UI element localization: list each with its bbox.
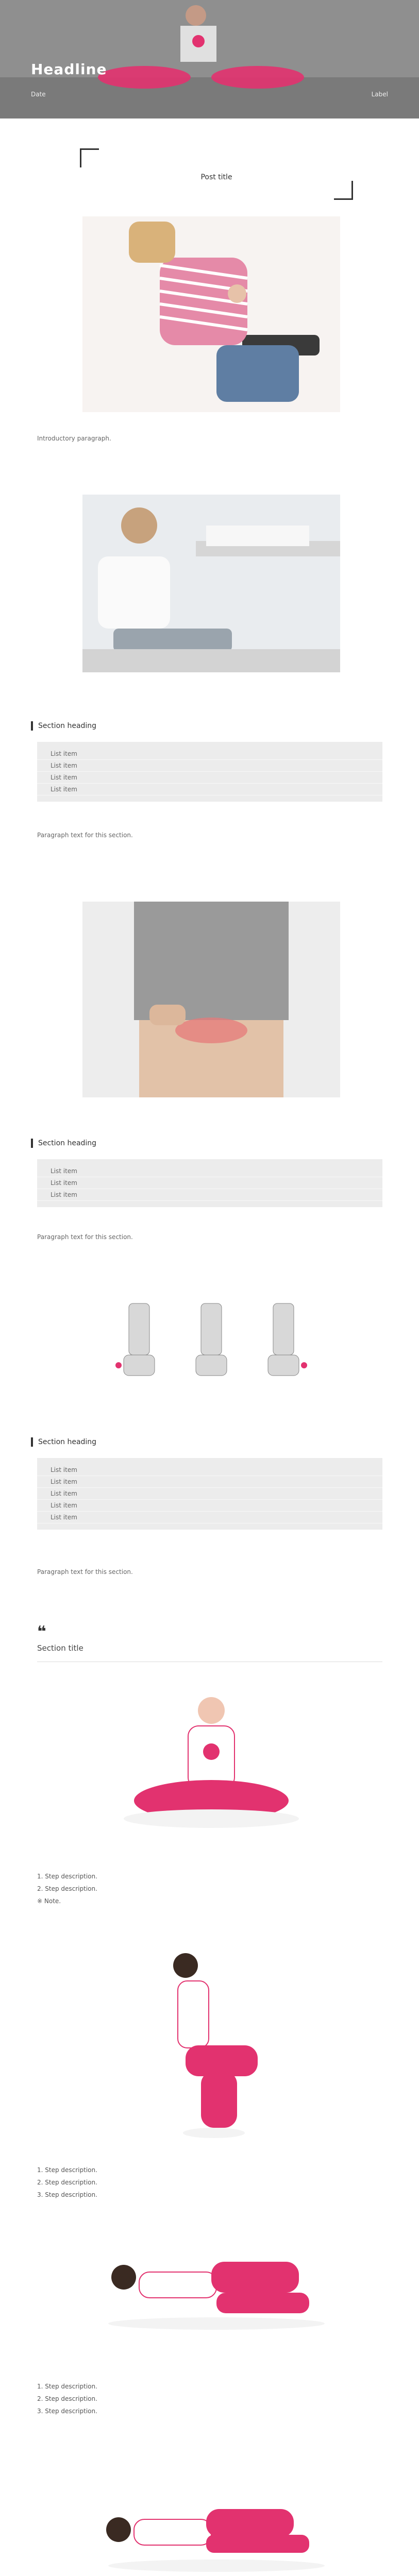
pelvis-alignment-diagram	[82, 1293, 340, 1391]
stretch-illustration-1	[82, 1690, 340, 1850]
list-item: List item	[37, 1177, 382, 1189]
quote-mark: ❝	[37, 1623, 46, 1641]
stretch-steps-1	[37, 1870, 382, 1907]
symptoms-list	[37, 1159, 382, 1207]
stretching-title: Section title	[37, 1643, 83, 1653]
list-item: List item	[37, 772, 382, 784]
post-title: Post title	[200, 173, 232, 181]
stretch-steps-3	[37, 2380, 382, 2417]
list-item: List item	[37, 1512, 382, 1523]
stretch-steps-2	[37, 2164, 382, 2201]
section-heading-symptoms: Section heading	[31, 1139, 96, 1148]
post-date: Date	[31, 91, 46, 98]
section-heading-self-check: Section heading	[31, 1437, 96, 1447]
step-text: 1. Step description.	[37, 2383, 97, 2390]
section-heading-cause: Section heading	[31, 721, 96, 731]
step-text: ※ Note.	[37, 1897, 61, 1905]
list-item: List item	[37, 760, 382, 772]
list-item: List item	[37, 1500, 382, 1512]
step-text: 2. Step description.	[37, 2395, 97, 2402]
hero-banner	[0, 0, 419, 118]
intro-paragraph: Introductory paragraph.	[37, 435, 111, 442]
hero-label: Label	[371, 91, 388, 98]
self-check-paragraph: Paragraph text for this section.	[37, 1568, 133, 1575]
symptoms-paragraph: Paragraph text for this section.	[37, 1233, 133, 1241]
step-text: 2. Step description.	[37, 2179, 97, 2186]
stretch-illustration-2	[82, 1942, 340, 2143]
back-pain-photo	[82, 216, 340, 412]
hero-illustration	[0, 0, 419, 118]
corner-bracket-icon	[334, 181, 353, 200]
self-check-list	[37, 1458, 382, 1530]
list-item: List item	[37, 1488, 382, 1500]
lower-back-photo	[82, 902, 340, 1097]
desk-sitting-photo	[82, 495, 340, 672]
step-text: 1. Step description.	[37, 2166, 97, 2174]
step-text: 3. Step description.	[37, 2408, 97, 2415]
cause-paragraph: Paragraph text for this section.	[37, 832, 133, 839]
step-text: 2. Step description.	[37, 1885, 97, 1892]
step-text: 1. Step description.	[37, 1873, 97, 1880]
stretch-illustration-4	[82, 2452, 340, 2576]
stretch-illustration-3	[82, 2226, 340, 2360]
hero-title: Headline	[31, 61, 107, 78]
list-item: List item	[37, 1476, 382, 1488]
list-item: List item	[37, 784, 382, 795]
corner-bracket-icon	[80, 148, 99, 167]
list-item: List item	[37, 1189, 382, 1201]
cause-list	[37, 742, 382, 802]
post-title-box	[80, 148, 353, 200]
list-item: List item	[37, 1464, 382, 1476]
list-item: List item	[37, 1165, 382, 1177]
list-item: List item	[37, 748, 382, 760]
step-text: 3. Step description.	[37, 2191, 97, 2198]
